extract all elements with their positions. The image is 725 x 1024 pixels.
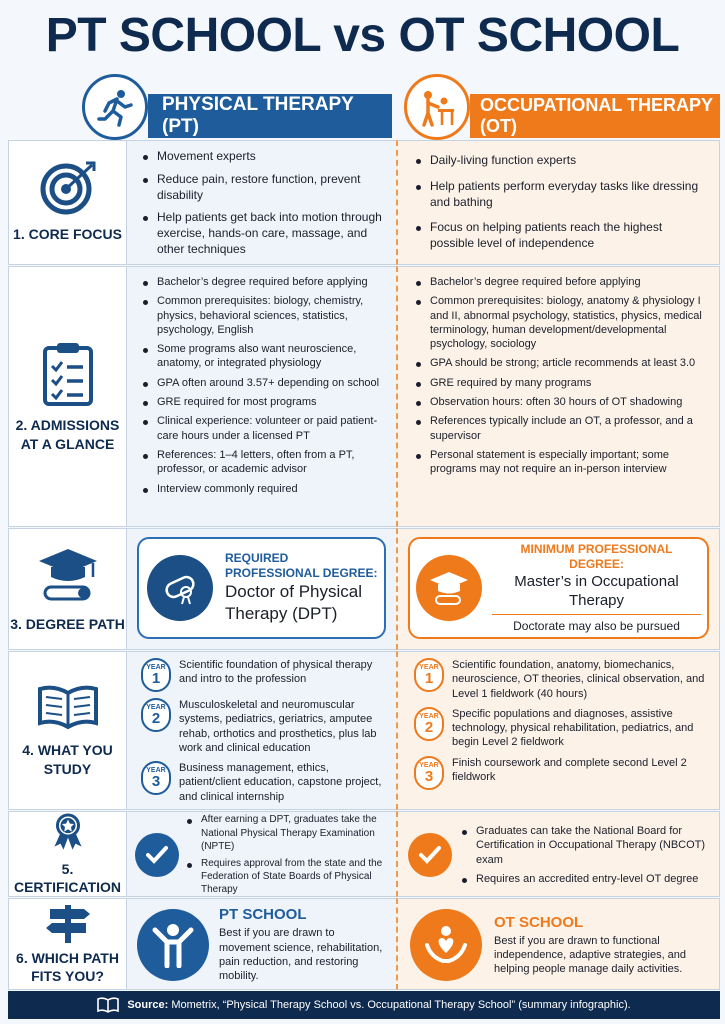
- study-year-item: [414, 707, 709, 750]
- source-footer: [8, 991, 720, 1019]
- person-arms-raised-icon: [137, 909, 209, 981]
- hands-holding-heart-icon: [410, 909, 482, 981]
- list-item: Movement experts: [141, 149, 386, 165]
- ot-which-path: [396, 898, 720, 990]
- degree-path-label-cell: [8, 528, 126, 650]
- certification-label-cell: [8, 811, 126, 897]
- checkmark-icon: [135, 833, 179, 877]
- list-item: Bachelor’s degree required before applying: [141, 275, 386, 289]
- row-label: 6. WHICH PATH FITS YOU?: [16, 949, 119, 984]
- clipboard-checklist-icon: [41, 340, 95, 406]
- core-focus-row: [8, 140, 720, 265]
- year-text: Musculoskeletal and neuromuscular systems, pediatrics, geriatrics, amputee rehab, orthotics and prosthetics, plus lab work and clinical education: [179, 699, 377, 754]
- graduation-cap-diploma-icon: [35, 545, 101, 605]
- list-item: GPA often around 3.57+ depending on school: [141, 376, 386, 390]
- grad-cap-icon: [416, 555, 482, 621]
- ot-degree-path: [396, 528, 720, 650]
- pt-degree-heading: REQUIRED PROFESSIONAL DEGREE:: [225, 550, 378, 580]
- checkmark-icon: [408, 833, 452, 877]
- pt-degree-box: [137, 537, 386, 639]
- open-book-icon: [36, 683, 100, 731]
- year-badge: YEAR 1: [414, 658, 444, 692]
- study-year-item: [414, 756, 709, 790]
- ot-certification: [396, 811, 720, 897]
- diploma-icon: [147, 555, 213, 621]
- list-item: Help patients get back into motion through exercise, hands-on care, massage, and other techniques: [141, 210, 386, 257]
- year-badge: YEAR 1: [141, 658, 171, 692]
- what-you-study-row: [8, 651, 720, 810]
- book-icon: [97, 997, 119, 1013]
- list-item: Observation hours: often 30 hours of OT shadowing: [414, 395, 709, 409]
- signpost-icon: [44, 903, 92, 943]
- pt-admissions: [126, 266, 396, 527]
- ot-column-header: OCCUPATIONAL THERAPY (OT): [470, 94, 720, 138]
- ot-degree-name: Master’s in Occupational Therapy: [492, 572, 701, 615]
- ot-fit-text: Best if you are drawn to functional independence, adaptive strategies, and helping people manage daily activities.: [494, 934, 687, 976]
- pt-core-focus: [126, 140, 396, 265]
- ot-admissions: [396, 266, 720, 527]
- ot-degree-heading: MINIMUM PROFESSIONAL DEGREE:: [520, 541, 673, 571]
- target-icon: [38, 161, 98, 215]
- pt-degree-path: [126, 528, 396, 650]
- pt-certification: [126, 811, 396, 897]
- row-label: 1. CORE FOCUS: [13, 226, 122, 243]
- pt-fit-title: PT SCHOOL: [219, 906, 307, 924]
- study-year-item: [141, 698, 386, 755]
- list-item: Clinical experience: volunteer or paid patient-care hours under a licensed PT: [141, 414, 386, 443]
- list-item: References: 1–4 letters, often from a PT, professor, or academic advisor: [141, 448, 386, 477]
- list-item: Interview commonly required: [141, 482, 386, 496]
- year-text: Scientific foundation of physical therapy and intro to the profession: [179, 659, 373, 686]
- year-text: Finish coursework and complete second Level 2 fieldwork: [452, 756, 687, 784]
- list-item: After earning a DPT, graduates take the National Physical Therapy Examination (NPTE): [185, 813, 386, 853]
- year-text: Scientific foundation, anatomy, biomechanics, neuroscience, OT theories, clinical observation, and Level 1 fieldwork (40 hours): [452, 659, 705, 700]
- list-item: Requires an accredited entry-level OT degree: [460, 872, 709, 887]
- source-text: Mometrix, “Physical Therapy School vs. Occupational Therapy School” (summary infographic).: [171, 999, 631, 1011]
- list-item: GPA should be strong; article recommends at least 3.0: [414, 356, 709, 370]
- study-year-item: [141, 761, 386, 804]
- year-text: Business management, ethics, patient/client education, capstone project, and clinical internship: [179, 762, 382, 803]
- list-item: Graduates can take the National Board for Certification in Occupational Therapy (NBCOT) exam: [460, 824, 709, 868]
- study-label-cell: [8, 651, 126, 810]
- therapist-with-patient-icon: [404, 74, 470, 140]
- list-item: Reduce pain, restore function, prevent disability: [141, 172, 386, 204]
- year-badge: YEAR 2: [414, 707, 444, 741]
- list-item: Personal statement is especially important; some programs may not require an in-person interview: [414, 448, 709, 477]
- row-label: 4. WHAT YOU STUDY: [22, 742, 113, 777]
- ot-degree-box: [408, 537, 709, 639]
- year-text: Specific populations and diagnoses, assistive technology, physical rehabilitation, pediatrics, and begin Level 2 fieldwork: [452, 707, 694, 749]
- degree-path-row: [8, 528, 720, 650]
- list-item: Help patients perform everyday tasks like dressing and bathing: [414, 179, 709, 211]
- ot-study: [396, 651, 720, 810]
- core-focus-label-cell: [8, 140, 126, 265]
- ot-degree-note: Doctorate may also be pursued: [513, 618, 680, 633]
- ot-core-focus: [396, 140, 720, 265]
- year-badge: YEAR 2: [141, 698, 171, 732]
- pt-degree-name: Doctor of Physical Therapy (DPT): [225, 581, 362, 623]
- list-item: Common prerequisites: biology, anatomy & physiology I and II, abnormal psychology, statistics, physics, medical terminology, human development/developmental psychology, sociology: [414, 294, 709, 351]
- list-item: Focus on helping patients reach the highest possible level of independence: [414, 220, 709, 252]
- pt-column-header: PHYSICAL THERAPY (PT): [148, 94, 392, 138]
- row-label: 5. CERTIFICATION: [13, 860, 122, 895]
- which-path-label-cell: [8, 898, 126, 990]
- pt-which-path: [126, 898, 396, 990]
- admissions-row: [8, 266, 720, 527]
- list-item: References typically include an OT, a professor, and a supervisor: [414, 414, 709, 443]
- year-badge: YEAR 3: [141, 761, 171, 795]
- study-year-item: [414, 658, 709, 701]
- row-label: 3. DEGREE PATH: [10, 615, 125, 632]
- award-ribbon-icon: [46, 812, 90, 850]
- admissions-label-cell: [8, 266, 126, 527]
- list-item: Some programs also want neuroscience, anatomy, or integrated physiology: [141, 342, 386, 371]
- list-item: GRE required for most programs: [141, 395, 386, 409]
- ot-fit-title: OT SCHOOL: [494, 913, 584, 931]
- row-label: 2. ADMISSIONS AT A GLANCE: [15, 417, 120, 452]
- list-item: Bachelor’s degree required before applying: [414, 275, 709, 289]
- list-item: Common prerequisites: biology, chemistry, physics, behavioral sciences, statistics, psychology, English: [141, 294, 386, 337]
- which-path-row: [8, 898, 720, 990]
- pt-study: [126, 651, 396, 810]
- list-item: Daily-living function experts: [414, 153, 709, 169]
- list-item: Requires approval from the state and the Federation of State Boards of Physical Therapy: [185, 857, 386, 897]
- certification-row: [8, 811, 720, 897]
- running-person-icon: [82, 74, 148, 140]
- pt-fit-text: Best if you are drawn to movement science, rehabilitation, pain reduction, and restoring mobility.: [219, 927, 383, 983]
- source-label: Source:: [127, 999, 169, 1011]
- list-item: GRE required by many programs: [414, 376, 709, 390]
- page-title: PT SCHOOL vs OT SCHOOL: [45, 9, 680, 62]
- study-year-item: [141, 658, 386, 692]
- year-badge: YEAR 3: [414, 756, 444, 790]
